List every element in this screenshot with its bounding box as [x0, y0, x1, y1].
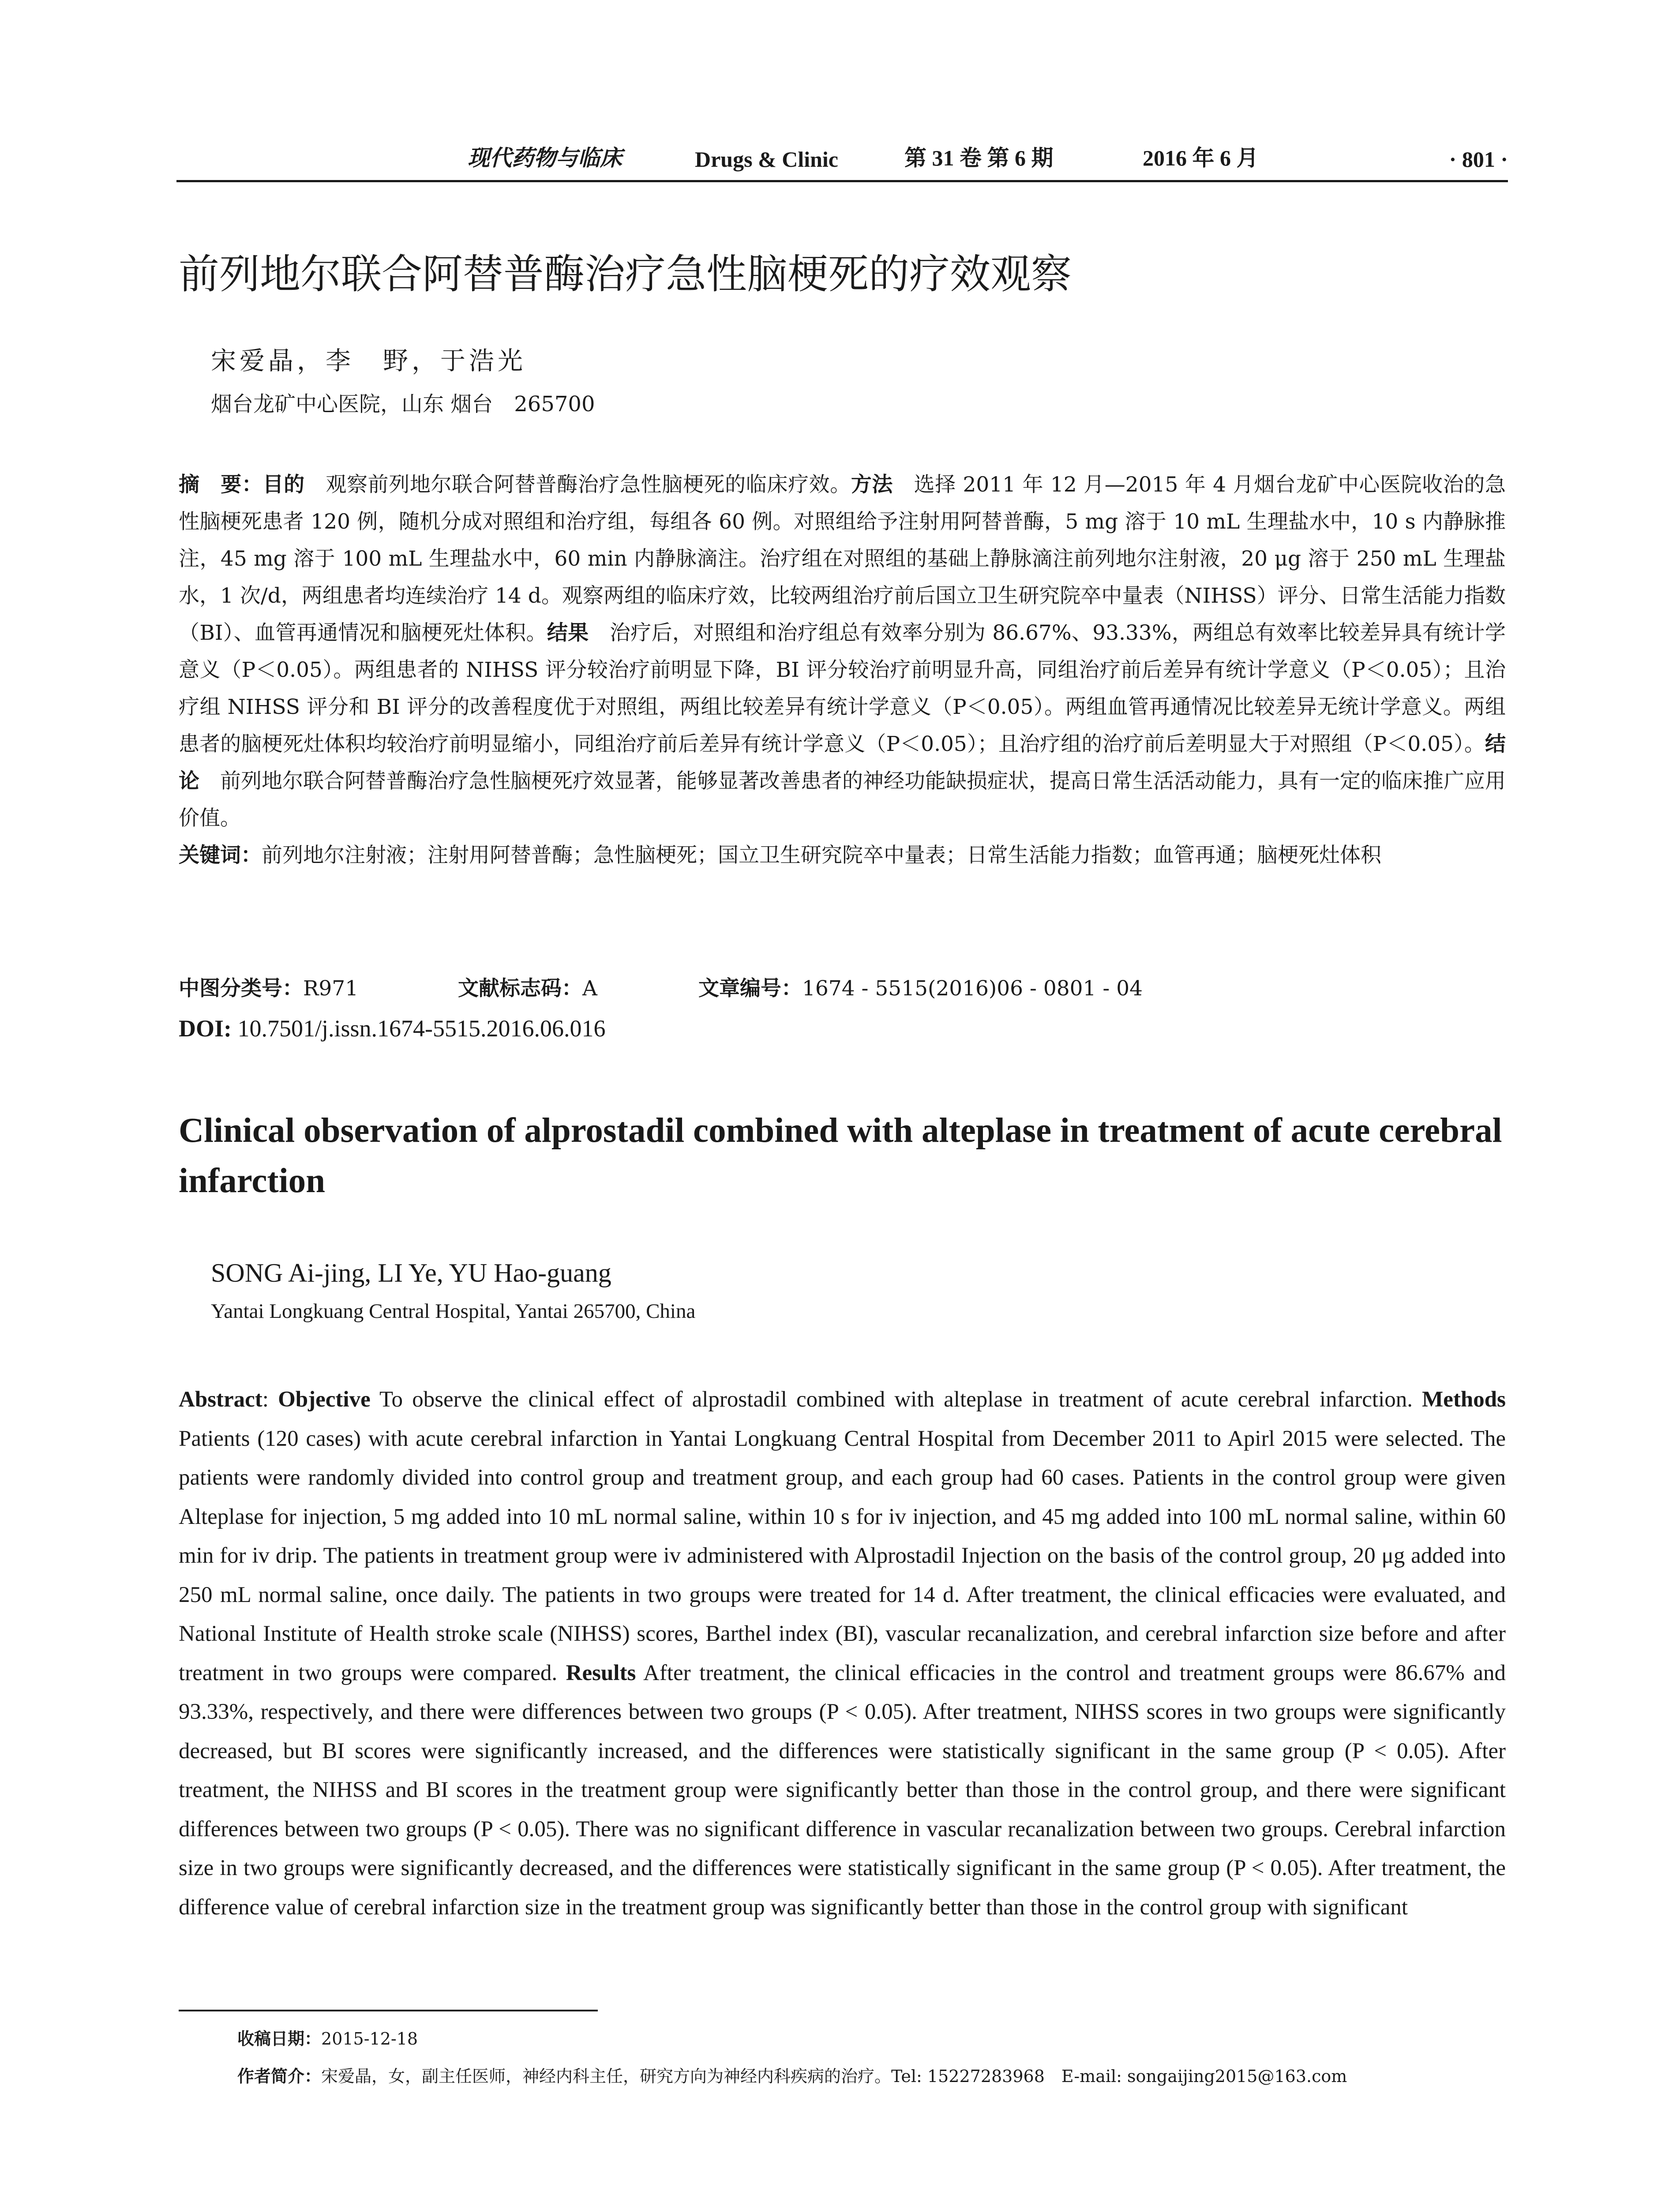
- objective-text-en: To observe the clinical effect of alprostadil combined with alteplase in treatment of acute cerebral infarction.: [370, 1387, 1422, 1412]
- results-label-cn: 结果: [547, 621, 589, 645]
- conclusion-label-cn: 结论: [179, 732, 1506, 793]
- abstract-colon: :: [262, 1387, 278, 1412]
- doi-label: DOI:: [179, 1015, 232, 1042]
- authors-en: SONG Ai-jing, LI Ye, YU Hao-guang: [211, 1258, 611, 1287]
- issue-date: 2016 年 6 月: [1143, 146, 1259, 170]
- page-number: · 801 ·: [1449, 147, 1508, 172]
- journal-name-cn: 现代药物与临床: [468, 146, 622, 170]
- document-code-label: 文献标志码：: [458, 976, 582, 1001]
- received-date: [237, 2025, 418, 2049]
- doi: [179, 1010, 606, 1047]
- methods-text-cn: 选择 2011 年 12 月—2015 年 4 月烟台龙矿中心医院收治的急性脑梗死患者 120 例，随机分成对照组和治疗组，每组各 60 例。对照组给予注射用阿替普酶，5 mg 溶于 10 mL 生理盐水中，10 s 内静脉推注，45 mg 溶于 100 mL 生理盐水中，60 min 内静脉滴注。治疗组在对照组的基础上静脉滴注前列地尔注射液，20 μg 溶于 250 mL 生理盐水，1 次/d，两组患者均连续治疗 14 d。观察两组的临床疗效，比较两组治疗前后国立卫生研究院卒中量表（NIHSS）评分、日常生活能力指数（BI）、血管再通情况和脑梗死灶体积。: [179, 473, 1506, 645]
- methods-text-en: Patients (120 cases) with acute cerebral infarction in Yantai Longkuang Central Hospital from December 2011 to Apirl 2015 were selected. The patients were randomly divided into control group and treatment group, and each group had 60 cases. Patients in the control group were given Alteplase for injection, 5 mg added into 10 mL normal saline, within 10 s for iv injection, and 45 mg added into 100 mL normal saline, within 60 min for iv drip. The patients in treatment group were iv administered with Alprostadil Injection on the basis of the control group, 20 μg added into 250 mL normal saline, once daily. The patients in two groups were treated for 14 d. After treatment, the clinical efficacies were evaluated, and National Institute of Health stroke scale (NIHSS) scores, Barthel index (BI), vascular recanalization, and cerebral infarction size before and after treatment in two groups were compared.: [179, 1426, 1506, 1685]
- affiliation-en: Yantai Longkuang Central Hospital, Yantai 265700, China: [211, 1300, 696, 1323]
- abstract-label-cn: 摘 要：: [179, 473, 263, 497]
- doi-value: 10.7501/j.issn.1674-5515.2016.06.016: [232, 1015, 606, 1042]
- author-bio-text: 宋爱晶，女，副主任医师，神经内科主任，研究方向为神经内科疾病的治疗。Tel: 15227283968 E-mail: songaijing2015@163.com: [321, 2067, 1347, 2086]
- classification-row: [179, 970, 1506, 1007]
- author-bio-label: 作者简介：: [237, 2067, 322, 2086]
- article-title-cn: 前列地尔联合阿替普酶治疗急性脑梗死的疗效观察: [179, 251, 1072, 298]
- objective-label-en: Objective: [278, 1387, 371, 1412]
- abstract-cn: [179, 466, 1506, 874]
- affiliation-cn: 烟台龙矿中心医院，山东 烟台 265700: [211, 392, 595, 416]
- abstract-en: [179, 1380, 1506, 1927]
- journal-name-en: Drugs & Clinic: [695, 147, 838, 172]
- article-number: [698, 970, 1143, 1007]
- abstract-label-en: Abstract: [179, 1387, 262, 1412]
- clc-value: R971: [303, 976, 359, 1001]
- author-bio: [237, 2063, 1347, 2087]
- article-title-en: Clinical observation of alprostadil combined with alteplase in treatment of acute cerebral infarction: [179, 1111, 1502, 1200]
- clc-number: [179, 970, 358, 1007]
- received-label: 收稿日期：: [237, 2029, 322, 2048]
- clc-label: 中图分类号：: [179, 976, 303, 1001]
- objective-text-cn: 观察前列地尔联合阿替普酶治疗急性脑梗死的临床疗效。: [304, 473, 851, 497]
- keywords-label-cn: 关键词：: [179, 843, 262, 867]
- article-number-label: 文章编号：: [698, 976, 802, 1001]
- results-text-en: After treatment, the clinical efficacies in the control and treatment groups were 86.67% and 93.33%, respectively, and there were differences between two groups (P < 0.05). After treatment, NIHSS scores in two groups were significantly decreased, but BI scores were significantly increased, and the differences were statistically significant in the same group (P < 0.05). After treatment, the NIHSS and BI scores in the treatment group were significantly better than those in the control group, and there were significant differences between two groups (P < 0.05). There was no significant difference in vascular recanalization between two groups. Cerebral infarction size in two groups were significantly decreased, and the differences were statistically significant in the same group (P < 0.05). After treatment, the difference value of cerebral infarction size in the treatment group was significantly better than those in the control group with significant: [179, 1660, 1506, 1920]
- running-header: [176, 140, 1508, 182]
- document-code: [458, 970, 597, 1007]
- methods-label-cn: 方法: [851, 473, 893, 497]
- results-text-cn: 治疗后，对照组和治疗组总有效率分别为 86.67%、93.33%，两组总有效率比较差异具有统计学意义（P＜0.05）。两组患者的 NIHSS 评分较治疗前明显下降，BI 评分较治疗前明显升高，同组治疗前后差异有统计学意义（P＜0.05）；且治疗组 NIHSS 评分和 BI 评分的改善程度优于对照组，两组比较差异有统计学意义（P＜0.05）。两组血管再通情况比较差异无统计学意义。两组患者的脑梗死灶体积均较治疗前明显缩小，同组治疗前后差异有统计学意义（P＜0.05）；且治疗组的治疗前后差明显大于对照组（P＜0.05）。: [179, 621, 1506, 756]
- article-number-value: 1674 - 5515(2016)06 - 0801 - 04: [802, 976, 1143, 1001]
- conclusion-text-cn: 前列地尔联合阿替普酶治疗急性脑梗死疗效显著，能够显著改善患者的神经功能缺损症状，提高日常生活活动能力，具有一定的临床推广应用价值。: [179, 769, 1506, 830]
- footnote-divider: [179, 2010, 598, 2011]
- authors-cn: 宋爱晶，李 野，于浩光: [211, 346, 526, 375]
- methods-label-en: Methods: [1422, 1387, 1506, 1412]
- received-value: 2015-12-18: [321, 2029, 418, 2048]
- volume-issue: 第 31 卷 第 6 期: [904, 146, 1054, 170]
- results-label-en: Results: [566, 1660, 636, 1685]
- keywords-text-cn: 前列地尔注射液；注射用阿替普酶；急性脑梗死；国立卫生研究院卒中量表；日常生活能力指数；血管再通；脑梗死灶体积: [262, 843, 1381, 867]
- objective-label-cn: 目的: [262, 473, 305, 497]
- document-code-value: A: [582, 976, 597, 1001]
